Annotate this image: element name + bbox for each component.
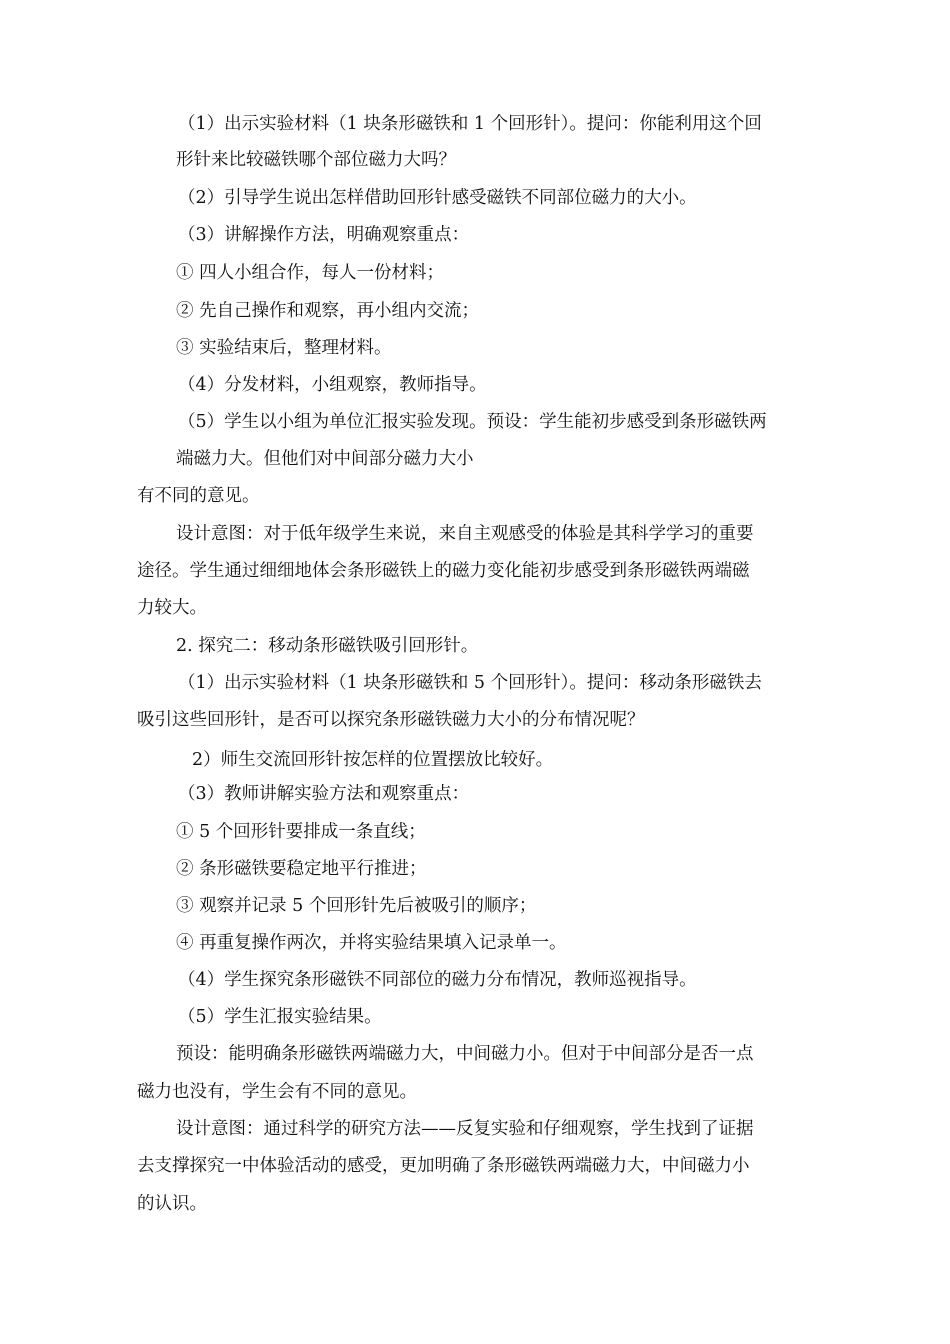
text-line: 端磁力大。但他们对中间部分磁力大小 — [176, 449, 474, 469]
text-line: （5）学生汇报实验结果。 — [178, 1007, 382, 1027]
text-line: 的认识。 — [137, 1194, 207, 1214]
text-line: 设计意图：对于低年级学生来说，来自主观感受的体验是其科学学习的重要 — [176, 524, 754, 544]
list-item: ② 条形磁铁要稳定地平行推进； — [176, 859, 427, 879]
text-line: （1）出示实验材料（1 块条形磁铁和 5 个回形针）。提问：移动条形磁铁去 — [178, 673, 762, 693]
text-line: （4）学生探究条形磁铁不同部位的磁力分布情况，教师巡视指导。 — [178, 970, 697, 990]
text-line: （4）分发材料，小组观察，教师指导。 — [178, 375, 487, 395]
list-item: ③ 观察并记录 5 个回形针先后被吸引的顺序； — [176, 896, 537, 916]
text-line: 形针来比较磁铁哪个部位磁力大吗？ — [176, 150, 456, 170]
text-line: 预设：能明确条形磁铁两端磁力大，中间磁力小。但对于中间部分是否一点 — [176, 1044, 754, 1064]
list-item: ④ 再重复操作两次，并将实验结果填入记录单一。 — [176, 933, 567, 953]
list-item: ② 先自己操作和观察，再小组内交流； — [176, 301, 480, 321]
text-line: 2）师生交流回形针按怎样的位置摆放比较好。 — [192, 750, 554, 770]
text-line: 吸引这些回形针，是否可以探究条形磁铁磁力大小的分布情况呢？ — [137, 710, 645, 730]
text-line: （2）引导学生说出怎样借助回形针感受磁铁不同部位磁力的大小。 — [178, 188, 697, 208]
text-line: 磁力也没有，学生会有不同的意见。 — [137, 1082, 417, 1102]
section-heading: 2. 探究二：移动条形磁铁吸引回形针。 — [176, 636, 479, 656]
list-item: ① 5 个回形针要排成一条直线； — [176, 822, 426, 842]
list-item: ③ 实验结束后，整理材料。 — [176, 338, 392, 358]
text-line: 力较大。 — [137, 598, 207, 618]
text-line: 去支撑探究一中体验活动的感受，更加明确了条形磁铁两端磁力大，中间磁力小 — [137, 1156, 750, 1176]
text-line: 有不同的意见。 — [137, 486, 260, 506]
text-line: 途径。学生通过细细地体会条形磁铁上的磁力变化能初步感受到条形磁铁两端磁 — [137, 561, 750, 581]
text-line: （1）出示实验材料（1 块条形磁铁和 1 个回形针）。提问：你能利用这个回 — [178, 114, 762, 134]
text-line: （3）教师讲解实验方法和观察重点： — [178, 784, 470, 804]
text-line: 设计意图：通过科学的研究方法——反复实验和仔细观察，学生找到了证据 — [176, 1119, 754, 1139]
list-item: ① 四人小组合作，每人一份材料； — [176, 263, 445, 283]
text-line: （5）学生以小组为单位汇报实验发现。预设：学生能初步感受到条形磁铁两 — [178, 412, 767, 432]
text-line: （3）讲解操作方法，明确观察重点： — [178, 225, 470, 245]
